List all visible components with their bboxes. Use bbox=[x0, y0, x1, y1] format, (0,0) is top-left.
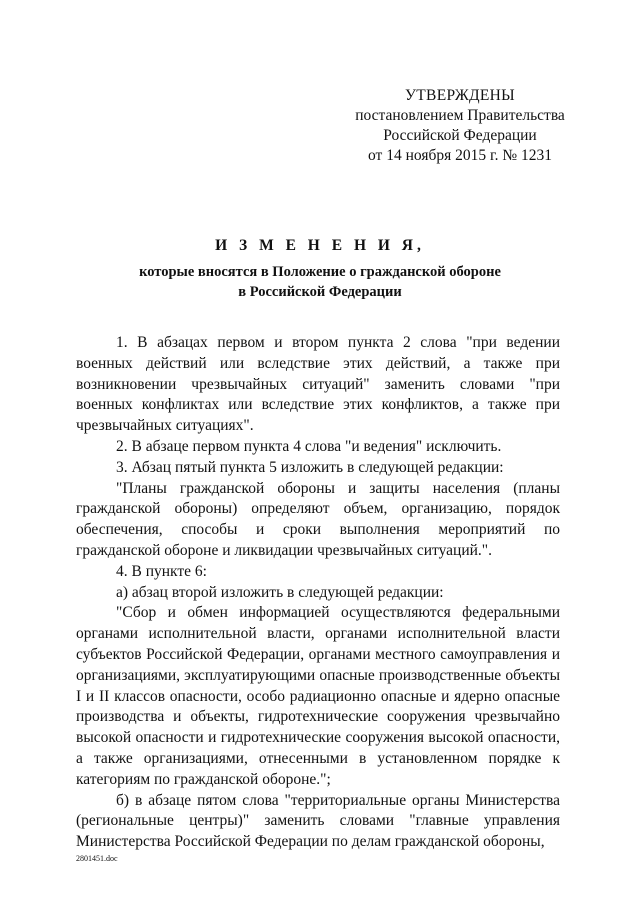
paragraph-item-4: 4. В пункте 6: bbox=[116, 562, 207, 580]
document-title: И З М Е Н Е Н И Я, bbox=[215, 237, 425, 254]
document-subtitle bbox=[60, 262, 580, 302]
approval-line-decree: постановлением Правительства bbox=[355, 107, 565, 124]
approval-line-date-number: от 14 ноября 2015 г. № 1231 bbox=[368, 147, 552, 164]
paragraph-quote-info-exchange: "Сбор и обмен информацией осуществляются федеральными органами исполнительной власти, органами исполнительной власти субъектов Российской Федерации, органами местного самоуправления и организациями, эксплуатирующими опасные производственные объекты I и II классов опасности, особо радиационно опасные и ядерно опасные производства и объекты, гидротехнические сооружения чрезвычайно высокой опасности и гидротехнические сооружения высокой опасности, а также организациями, отнесенными в установленном порядке к категориям по гражданской обороне."; bbox=[76, 604, 560, 788]
document-heading bbox=[60, 236, 580, 302]
paragraph-subitem-a: а) абзац второй изложить в следующей редакции: bbox=[116, 583, 444, 601]
paragraph-item-1: 1. В абзацах первом и втором пункта 2 слова "при ведении военных действий или вследствие этих действий, а также при возникновении чрезвычайных ситуаций" заменить словами "при военных конфликтах или вследствие этих конфликтов, а также при чрезвычайных ситуациях". bbox=[76, 334, 560, 435]
approval-stamp bbox=[340, 86, 580, 166]
subtitle-line-2: в Российской Федерации bbox=[238, 284, 402, 300]
document-file-id: 2801451.doc bbox=[76, 854, 118, 863]
document-body bbox=[76, 333, 560, 853]
paragraph-subitem-b: б) в абзаце пятом слова "территориальные органы Министерства (региональные центры)" заменить словами "главные управления Министерства Российской Федерации по делам гражданской обороны, bbox=[76, 791, 560, 851]
approval-line-federation: Российской Федерации bbox=[383, 127, 537, 144]
paragraph-quote-plans: "Планы гражданской обороны и защиты населения (планы гражданской обороны) определяют объем, организацию, порядок обеспечения, способы и сроки выполнения мероприятий по гражданской обороне и ликвидации чрезвычайных ситуаций.". bbox=[76, 479, 560, 559]
subtitle-line-1: которые вносятся в Положение о гражданской обороне bbox=[139, 264, 501, 280]
paragraph-item-3: 3. Абзац пятый пункта 5 изложить в следующей редакции: bbox=[116, 458, 504, 476]
paragraph-item-2: 2. В абзаце первом пункта 4 слова "и ведения" исключить. bbox=[116, 437, 502, 455]
approval-title: УТВЕРЖДЕНЫ bbox=[405, 87, 515, 104]
